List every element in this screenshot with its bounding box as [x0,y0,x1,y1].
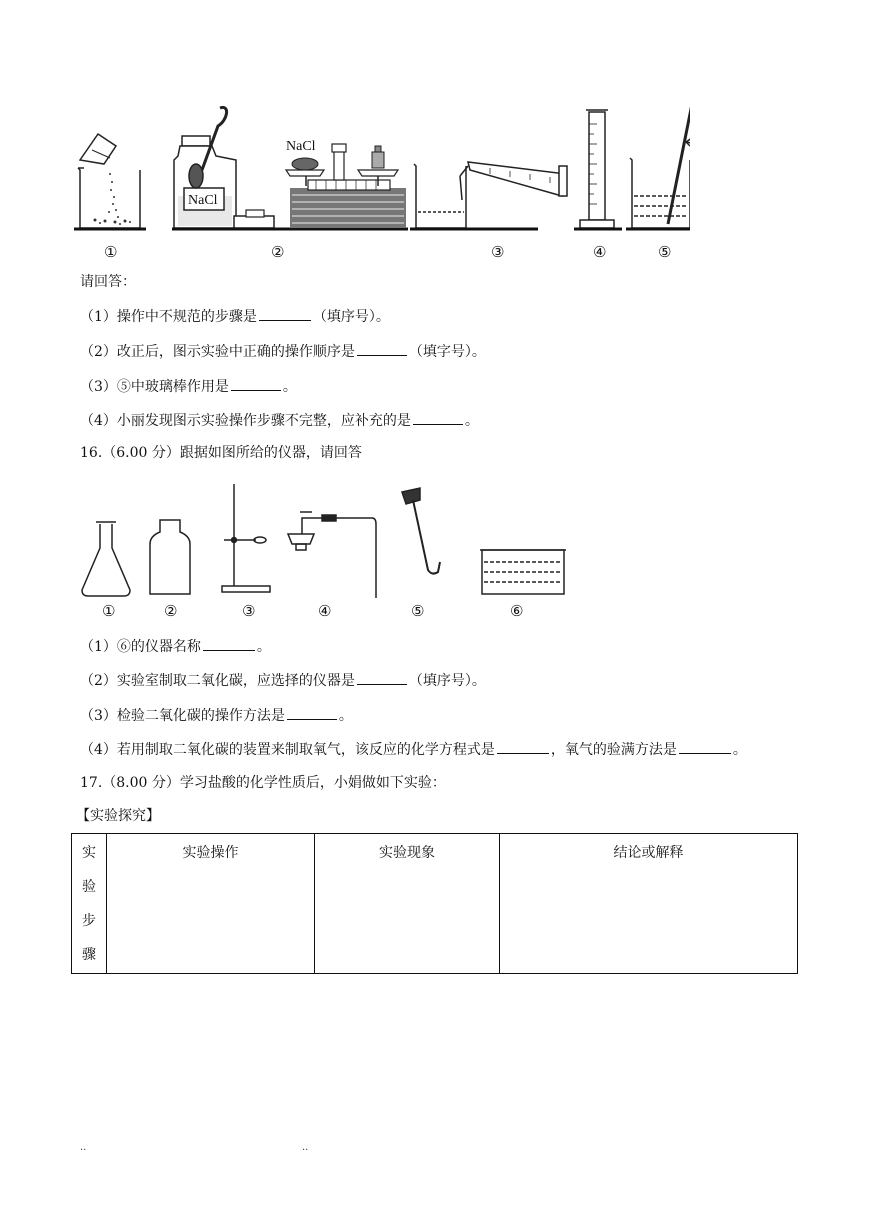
pour-water-icon [414,162,567,228]
delivery-tube-icon [288,512,376,598]
answer-blank[interactable] [497,739,549,754]
table-header-operation: 实验操作 [107,834,315,974]
answer-blank[interactable] [357,670,407,685]
balance-label: NaCl [286,139,316,154]
stopper-tube-icon [402,488,440,574]
answer-blank[interactable] [679,739,731,754]
table-side-label: 实 验 步 骤 [72,834,107,974]
answer-blank[interactable] [357,341,407,356]
table-header-phenomenon: 实验现象 [315,834,500,974]
q16-item-4: （4）若用制取二氧化碳的装置来制取氧气，该反应的化学方程式是 ，氧气的验满方法是 。 [80,739,747,760]
fig1-label-4: ④ [593,243,607,261]
footer-mark: .. [80,1142,87,1153]
beaker-stirring-icon [630,104,690,228]
beaker-pouring-solid-icon [78,134,140,228]
water-trough-icon [480,550,566,594]
q15-item-3: （3）⑤中玻璃棒作用是 。 [80,376,297,397]
q17-section-heading: 【实验探究】 [76,808,160,824]
fig1-label-2: ② [271,243,285,261]
q15-item-1: （1）操作中不规范的步骤是 （填序号）。 [80,306,390,327]
q15-prompt: 请回答： [80,274,136,290]
footer-mark: .. [302,1142,309,1153]
answer-blank[interactable] [413,410,463,425]
q16-item-1: （1）⑥的仪器名称 。 [80,636,271,657]
q15-item-2: （2）改正后，图示实验中正确的操作顺序是 （填字号）。 [80,341,486,362]
answer-blank[interactable] [203,636,255,651]
answer-blank[interactable] [287,705,337,720]
figure-apparatus [76,480,596,602]
q17-title: 17.（8.00 分）学习盐酸的化学性质后，小娟做如下实验： [80,775,446,791]
fig1-label-5: ⑤ [658,243,672,261]
q16-title: 16.（6.00 分）跟据如图所给的仪器，请回答 [80,445,362,461]
fig2-label-3: ③ [242,602,256,620]
jar-label: NaCl [188,193,218,208]
fig1-label-3: ③ [491,243,505,261]
fig2-label-2: ② [164,602,178,620]
cap-icon [234,216,274,228]
fig2-label-4: ④ [318,602,332,620]
q15-item-4: （4）小丽发现图示实验操作步骤不完整，应补充的是 。 [80,410,479,431]
q16-item-2: （2）实验室制取二氧化碳，应选择的仪器是 （填序号）。 [80,670,486,691]
fig2-label-6: ⑥ [510,602,524,620]
answer-blank[interactable] [259,306,311,321]
iron-stand-icon [222,484,270,592]
gas-bottle-icon [150,520,190,594]
q16-item-3: （3）检验二氧化碳的操作方法是 。 [80,705,353,726]
graduated-cylinder-icon [580,110,614,228]
table-header-conclusion: 结论或解释 [500,834,798,974]
reagent-jar-icon [174,107,236,228]
conical-flask-icon [82,522,130,596]
fig1-label-1: ① [104,243,118,261]
experiment-table [71,833,798,974]
balance-icon [286,144,406,228]
fig2-label-1: ① [102,602,116,620]
answer-blank[interactable] [231,376,281,391]
fig2-label-5: ⑤ [411,602,425,620]
